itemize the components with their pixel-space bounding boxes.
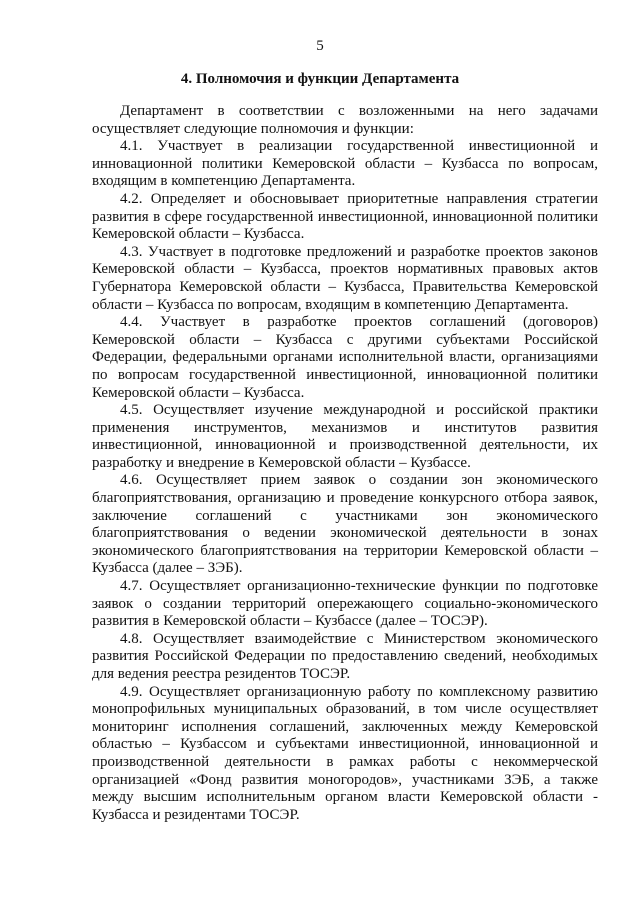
paragraph-4-1: 4.1. Участвует в реализации государственной инвестиционной и инновационной политики Кемеровской области – Кузбасса по вопросам, входящим в компетенцию Департамента.: [92, 138, 598, 190]
paragraph-4-9: 4.9. Осуществляет организационную работу по комплексному развитию монопрофильных муниципальных образований, в том числе осуществляет мониторинг исполнения соглашений, заключенных между Кемеровской областью – Кузбассом и субъектами инвестиционной, инновационной и производственной деятельности в рамках работы с некоммерческой организацией «Фонд развития моногородов», участниками ЗЭБ, а также между высшим исполнительным органом власти Кемеровской области - Кузбасса и резидентами ТОСЭР.: [92, 683, 598, 823]
paragraph-4-3: 4.3. Участвует в подготовке предложений и разработке проектов законов Кемеровской области – Кузбасса, проектов нормативных правовых актов Губернатора Кемеровской области – Кузбасса, Правительства Кемеровской области – Кузбасса по вопросам, входящим в компетенцию Департамента.: [92, 243, 598, 313]
paragraph-intro: Департамент в соответствии с возложенными на него задачами осуществляет следующие полномочия и функции:: [92, 103, 598, 137]
paragraph-4-2: 4.2. Определяет и обосновывает приоритетные направления стратегии развития в сфере государственной инвестиционной, инновационной политики Кемеровской области – Кузбасса.: [92, 190, 598, 243]
page-number: 5: [316, 38, 324, 54]
document-body: [92, 103, 598, 824]
paragraph-4-4: 4.4. Участвует в разработке проектов соглашений (договоров) Кемеровской области – Кузбасса с другими субъектами Российской Федерации, федеральными органами исполнительной власти, организациями по вопросам государственной инвестиционной, инновационной политики Кемеровской области – Кузбасса.: [92, 314, 598, 401]
paragraph-4-6: 4.6. Осуществляет прием заявок о создании зон экономического благоприятствования, организацию и проведение конкурсного отбора заявок, заключение соглашений с участниками зон экономического благоприятствования о ведении экономической деятельности в зонах экономического благоприятствования на территории Кемеровской области – Кузбасса (далее – ЗЭБ).: [92, 472, 598, 577]
paragraph-4-5: 4.5. Осуществляет изучение международной и российской практики применения инструментов, механизмов и институтов развития инвестиционной, инновационной и производственной деятельности, их разработку и внедрение в Кемеровской области – Кузбассе.: [92, 402, 598, 471]
paragraph-4-7: 4.7. Осуществляет организационно-технические функции по подготовке заявок о создании территорий опережающего социально-экономического развития в Кемеровской области – Кузбассе (далее – ТОСЭР).: [92, 578, 598, 630]
paragraph-4-8: 4.8. Осуществляет взаимодействие с Министерством экономического развития Российской Федерации по предоставлению сведений, необходимых для ведения реестра резидентов ТОСЭР.: [92, 630, 598, 682]
section-heading: 4. Полномочия и функции Департамента: [180, 71, 460, 87]
